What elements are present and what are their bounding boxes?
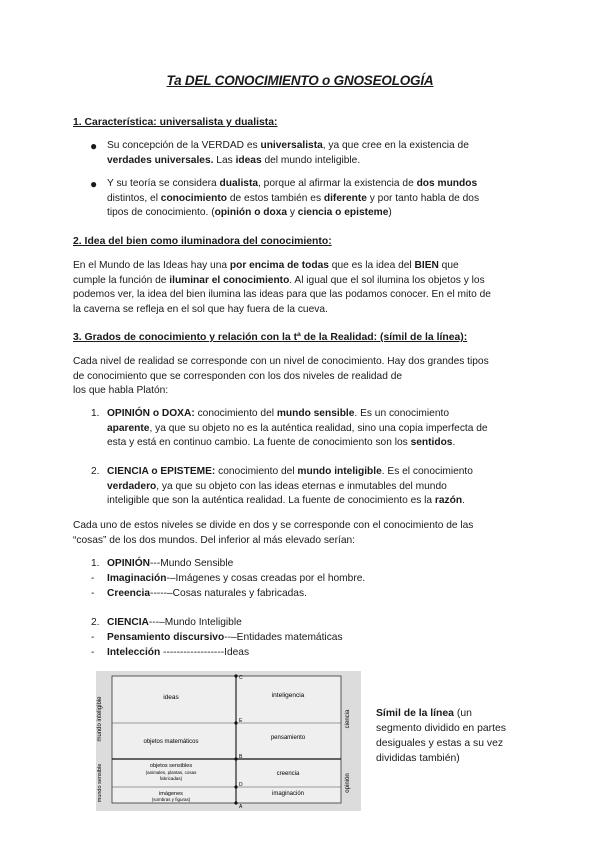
point-c bbox=[234, 674, 237, 677]
bullet-icon: ● bbox=[90, 177, 98, 191]
label-opinion: opinión bbox=[345, 773, 351, 793]
dash-marker: - bbox=[91, 573, 95, 584]
levels-division-paragraph: Cada uno de estos niveles se divide en dos y se corresponde con el conocimiento de las “cosas” de los dos mundos. Del inferior al más elevado serían: bbox=[73, 520, 474, 546]
cell-ideas: ideas bbox=[163, 694, 179, 701]
bullet-icon: ● bbox=[90, 139, 98, 153]
section-2-heading: 2. Idea del bien como iluminadora del conocimiento: bbox=[73, 236, 332, 247]
intellection-level: Intelección ------------------Ideas bbox=[107, 647, 250, 658]
cell-belief: creencia bbox=[276, 771, 300, 777]
discursive-thought-level: Pensamiento discursivo--–Entidades matemáticas bbox=[107, 632, 343, 643]
knowledge-opinion-item: OPINIÓN o DOXA: conocimiento del mundo sensible. Es un conocimiento aparente, ya que su objeto no es la auténtica realidad, sino una copia imperfecta de esta y está en continuo cambio. La fuente de conocimiento son los sentidos. bbox=[107, 408, 488, 448]
label-point-b: B bbox=[239, 754, 243, 760]
point-a bbox=[234, 801, 237, 804]
dash-marker: - bbox=[91, 647, 95, 658]
page-title: Ta DEL CONOCIMIENTO o GNOSEOLOGÍA bbox=[166, 73, 434, 88]
cell-sensible-objects: objetos sensibles bbox=[149, 763, 193, 769]
dash-marker: - bbox=[91, 632, 95, 643]
figure-caption: Símil de la línea (un segmento dividido en partes desiguales y estas a su vez divididas también) bbox=[376, 708, 506, 764]
section-1-bullet-2: Y su teoría se considera dualista, porque al afirmar la existencia de dos mundos distintos, el conocimiento de estos también es diferente y por tanto habla de dos tipos de conocimiento. (opinión o doxa y ciencia o episteme) bbox=[107, 178, 480, 218]
knowledge-science-item: CIENCIA o EPISTEME: conocimiento del mundo inteligible. Es el conocimiento verdadero, ya que su objeto con las ideas eternas e inmutables del mundo inteligible que son la auténtica realidad. La fuente de conocimiento es la razón. bbox=[107, 466, 473, 506]
list-number: 2. bbox=[91, 466, 100, 477]
cell-math-objects: objetos matemáticos bbox=[143, 739, 199, 745]
label-intelligible-world: mundo inteligible bbox=[97, 696, 103, 742]
list-number: 2. bbox=[91, 617, 100, 628]
section-3-intro: Cada nivel de realidad se corresponde con un nivel de conocimiento. Hay dos grandes tipos de conocimiento que se corresponden con los dos niveles de realidad de los que habla Platón: bbox=[73, 356, 489, 396]
cell-images-detail: (sombras y figuras) bbox=[151, 797, 191, 802]
imagination-level: Imaginación-–Imágenes y cosas creadas por el hombre. bbox=[107, 573, 366, 584]
cell-sensible-objects-detail: fabricadas) bbox=[159, 776, 183, 781]
list-number: 1. bbox=[91, 408, 100, 419]
dash-marker: - bbox=[91, 588, 95, 599]
section-1-bullet-1: Su concepción de la VERDAD es universalista, ya que cree en la existencia de verdades universales. Las ideas del mundo inteligible. bbox=[107, 140, 469, 166]
list-number: 1. bbox=[91, 558, 100, 569]
cell-imagination: imaginación bbox=[271, 791, 305, 797]
cell-thought: pensamiento bbox=[270, 735, 306, 741]
section-2-paragraph: En el Mundo de las Ideas hay una por encima de todas que es la idea del BIEN que cumple la función de iluminar el conocimiento. Al igual que el sol ilumina los objetos y los podemos ver, la idea del bien ilumina las ideas para que las podamos conocer. En el mito de la caverna se refleja en el sol que hay fuera de la cueva. bbox=[73, 260, 491, 315]
label-point-c: C bbox=[239, 675, 243, 681]
point-e bbox=[234, 721, 237, 724]
label-sensible-world: mundo sensible bbox=[97, 763, 103, 803]
opinion-level: OPINIÓN---Mundo Sensible bbox=[107, 558, 234, 569]
cell-intelligence: inteligencia bbox=[271, 692, 305, 699]
cell-sensible-objects-detail: (animales, plantas, cosas bbox=[145, 770, 197, 775]
cell-images: imágenes bbox=[159, 791, 183, 797]
label-point-d: D bbox=[239, 782, 243, 788]
point-b bbox=[234, 757, 237, 760]
label-science: ciencia bbox=[345, 709, 351, 729]
label-point-e: E bbox=[239, 718, 243, 724]
science-level: CIENCIA---–Mundo Inteligible bbox=[107, 617, 242, 628]
divided-line-figure bbox=[96, 671, 361, 811]
section-3-heading: 3. Grados de conocimiento y relación con la tª de la Realidad: (símil de la línea): bbox=[73, 332, 468, 343]
point-d bbox=[234, 785, 237, 788]
section-1-heading: 1. Característica: universalista y dualista: bbox=[73, 117, 278, 128]
belief-level: Creencia-----–Cosas naturales y fabricadas. bbox=[107, 588, 307, 599]
label-point-a: A bbox=[239, 804, 243, 810]
